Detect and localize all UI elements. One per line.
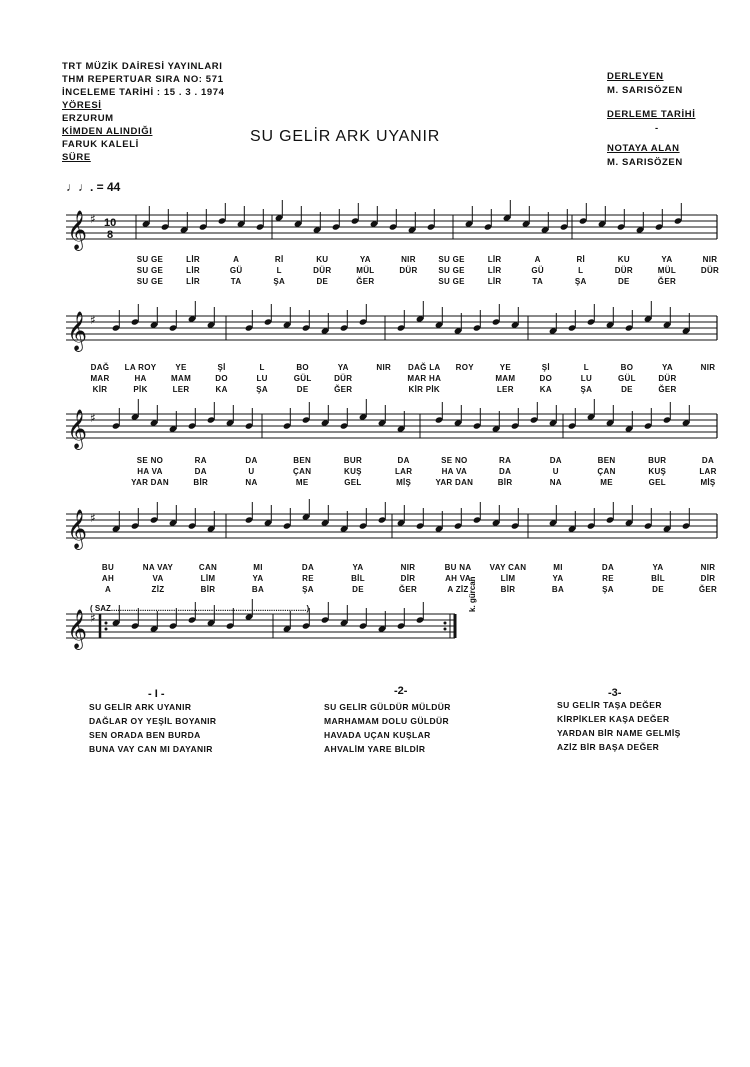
lyric-syllable: A bbox=[534, 255, 541, 264]
lyric-syllable: HA VA bbox=[441, 467, 468, 476]
verse-line: SU GELİR GÜLDÜR MÜLDÜR bbox=[324, 702, 451, 712]
lyric-syllable: A ZİZ bbox=[447, 585, 469, 594]
lyric-syllable: LER bbox=[496, 385, 514, 394]
lyric-syllable: YA bbox=[652, 563, 664, 572]
lyric-syllable: MAM bbox=[495, 374, 516, 383]
lyric-syllable: ŞA bbox=[256, 385, 268, 394]
lyric-syllable: Rİ bbox=[576, 255, 586, 264]
lyric-syllable: DÜR bbox=[700, 266, 720, 275]
treble-clef-icon: 𝄞 bbox=[67, 509, 88, 549]
lyric-syllable: LU bbox=[580, 374, 593, 383]
lyric-syllable: BA bbox=[551, 585, 565, 594]
treble-clef-icon: 𝄞 bbox=[67, 609, 88, 649]
lyric-syllable: GÜL bbox=[618, 374, 636, 383]
lyric-syllable: LİR bbox=[186, 255, 200, 264]
lyric-syllable: YA bbox=[337, 363, 349, 372]
lyric-syllable: MAM bbox=[171, 374, 192, 383]
lyric-syllable: SU GE bbox=[136, 277, 164, 286]
lyric-syllable: ĞER bbox=[356, 277, 375, 286]
lyric-syllable: YE bbox=[175, 363, 187, 372]
lyric-syllable: KA bbox=[539, 385, 552, 394]
lyric-syllable: LİR bbox=[186, 266, 200, 275]
lyric-syllable: DA bbox=[301, 563, 315, 572]
treble-clef-icon: 𝄞 bbox=[67, 409, 88, 449]
saz-label: ( SAZ........................................................................................) bbox=[90, 604, 310, 613]
lyric-syllable: ĞER bbox=[658, 385, 677, 394]
lyric-syllable: BİR bbox=[200, 585, 216, 594]
lyric-syllable: DÜR bbox=[614, 266, 633, 275]
verse-number: -3- bbox=[608, 687, 622, 699]
lyric-syllable: DİR bbox=[400, 574, 416, 583]
lyric-syllable: BU bbox=[101, 563, 115, 572]
lyric-syllable: YE bbox=[499, 363, 511, 372]
lyric-syllable: NA bbox=[245, 478, 258, 487]
lyric-syllable: RE bbox=[302, 574, 314, 583]
lyric-syllable: KİR bbox=[92, 385, 108, 394]
lyric-syllable: MÜL bbox=[657, 266, 677, 275]
lyric-syllable: ŞA bbox=[602, 585, 614, 594]
lyric-syllable: L bbox=[276, 266, 282, 275]
verse-line: DAĞLAR OY YEŞİL BOYANIR bbox=[89, 716, 217, 726]
lyric-syllable: BO bbox=[620, 363, 634, 372]
compiler-value: M. SARISÖZEN bbox=[607, 85, 683, 96]
song-title: SU GELİR ARK UYANIR bbox=[250, 128, 441, 145]
compile-date-value: - bbox=[655, 123, 659, 134]
tempo-marking: ♩♩. = 44 bbox=[66, 180, 121, 194]
lyric-syllable: RA bbox=[194, 456, 207, 465]
verse-line: SEN ORADA BEN BURDA bbox=[89, 730, 201, 740]
lyric-syllable: ÇAN bbox=[293, 467, 312, 476]
lyric-syllable: NIR bbox=[376, 363, 392, 372]
lyric-syllable: Şİ bbox=[217, 363, 226, 372]
region-label: YÖRESİ bbox=[62, 100, 102, 111]
lyric-syllable: BİL bbox=[651, 574, 665, 583]
lyric-syllable: KUŞ bbox=[344, 467, 362, 476]
lyric-syllable: BUR bbox=[648, 456, 667, 465]
lyric-syllable: BA bbox=[251, 585, 265, 594]
lyric-syllable: TA bbox=[532, 277, 544, 286]
lyric-syllable: AH bbox=[101, 574, 115, 583]
lyric-syllable: BUR bbox=[343, 456, 363, 465]
lyric-syllable: A bbox=[104, 585, 112, 594]
lyric-syllable: BEN bbox=[293, 456, 312, 465]
lyric-syllable: ME bbox=[600, 478, 613, 487]
verse-line: AZİZ BİR BAŞA DEĞER bbox=[557, 742, 660, 752]
repertoire-number: THM REPERTUAR SIRA NO: 571 bbox=[62, 74, 224, 85]
lyric-syllable: ŞA bbox=[574, 277, 587, 286]
lyric-syllable: AH VA bbox=[445, 574, 471, 583]
lyric-syllable: DAĞ bbox=[90, 363, 110, 372]
repeat-dot bbox=[444, 622, 447, 625]
lyric-syllable: YAR DAN bbox=[435, 478, 474, 487]
lyric-syllable: DA bbox=[245, 456, 258, 465]
verse-line: HAVADA UÇAN KUŞLAR bbox=[324, 730, 431, 740]
lyric-syllable: DO bbox=[215, 374, 228, 383]
lyric-syllable: GEL bbox=[648, 478, 666, 487]
lyric-syllable: BİR bbox=[193, 478, 209, 487]
region-value: ERZURUM bbox=[62, 113, 114, 124]
lyric-syllable: LAR bbox=[394, 467, 413, 476]
repeat-dot bbox=[444, 628, 447, 631]
lyric-syllable: MI bbox=[253, 563, 263, 572]
lyric-syllable: ŞA bbox=[302, 585, 314, 594]
lyric-syllable: MÜL bbox=[356, 266, 375, 275]
verse-line: SU GELİR ARK UYANIR bbox=[89, 702, 192, 712]
lyric-syllable: YA bbox=[661, 255, 673, 264]
lyric-syllable: MAR HA bbox=[407, 374, 442, 383]
lyric-syllable: SE NO bbox=[441, 456, 468, 465]
lyric-syllable: RA bbox=[499, 456, 512, 465]
lyric-syllable: KU bbox=[316, 255, 329, 264]
lyric-syllable: MİŞ bbox=[396, 478, 412, 487]
lyric-syllable: NIR bbox=[702, 255, 718, 264]
lyric-syllable: DÜR bbox=[334, 374, 353, 383]
lyric-syllable: VAY CAN bbox=[489, 563, 527, 572]
lyric-syllable: GEL bbox=[344, 478, 362, 487]
verse-line: AHVALİM YARE BİLDİR bbox=[324, 744, 426, 754]
lyric-syllable: ĞER bbox=[657, 277, 677, 286]
lyric-syllable: SU GE bbox=[136, 255, 164, 264]
lyric-syllable: ĞER bbox=[398, 585, 418, 594]
verse-line: KİRPİKLER KAŞA DEĞER bbox=[557, 714, 670, 724]
lyric-syllable: DA bbox=[499, 467, 512, 476]
lyric-syllable: LER bbox=[172, 385, 190, 394]
lyric-syllable: ŞA bbox=[273, 277, 286, 286]
lyric-syllable: GÜ bbox=[531, 266, 544, 275]
time-signature-top: 10 bbox=[104, 217, 117, 229]
lyric-syllable: BEN bbox=[597, 456, 616, 465]
lyric-syllable: ĞER bbox=[698, 585, 718, 594]
treble-clef-icon: 𝄞 bbox=[67, 210, 88, 250]
lyric-syllable: YA bbox=[252, 574, 264, 583]
lyric-syllable: LİM bbox=[500, 574, 516, 583]
lyric-syllable: KA bbox=[215, 385, 228, 394]
time-signature-bottom: 8 bbox=[107, 229, 114, 241]
verse-line: SU GELİR TAŞA DEĞER bbox=[557, 700, 662, 710]
publisher-line: TRT MÜZİK DAİRESİ YAYINLARI bbox=[62, 61, 223, 72]
lyric-syllable: MİŞ bbox=[700, 478, 716, 487]
lyric-syllable: GÜL bbox=[293, 374, 312, 383]
lyric-syllable: YA bbox=[661, 363, 673, 372]
lyric-syllable: DE bbox=[316, 277, 329, 286]
lyric-syllable: NIR bbox=[700, 563, 716, 572]
source-value: FARUK KALELİ bbox=[62, 139, 139, 150]
lyric-syllable: KUŞ bbox=[648, 467, 667, 476]
lyric-syllable: U bbox=[248, 467, 255, 476]
lyric-syllable: HA bbox=[134, 374, 147, 383]
sharp-icon: ♯ bbox=[90, 511, 96, 525]
lyric-syllable: PİK bbox=[133, 385, 148, 394]
lyric-syllable: LİR bbox=[487, 266, 502, 275]
lyric-syllable: SU GE bbox=[136, 266, 164, 275]
sharp-icon: ♯ bbox=[90, 611, 96, 625]
lyric-syllable: BİR bbox=[500, 585, 516, 594]
lyric-syllable: HA VA bbox=[137, 467, 163, 476]
repeat-dot bbox=[105, 628, 108, 631]
lyric-syllable: DÜR bbox=[399, 266, 418, 275]
treble-clef-icon: 𝄞 bbox=[67, 311, 88, 351]
lyric-syllable: NA bbox=[549, 478, 562, 487]
lyric-syllable: SU GE bbox=[438, 277, 465, 286]
lyric-syllable: L bbox=[259, 363, 265, 372]
lyric-syllable: KİR PİK bbox=[408, 385, 440, 394]
lyric-syllable: DÜR bbox=[313, 266, 332, 275]
arranger-signature: k. gürcan bbox=[468, 576, 477, 612]
lyric-syllable: DA bbox=[549, 456, 562, 465]
lyric-syllable: A bbox=[233, 255, 240, 264]
verse-line: YARDAN BİR NAME GELMİŞ bbox=[557, 728, 681, 738]
lyric-syllable: ÇAN bbox=[597, 467, 616, 476]
lyric-syllable: DA bbox=[397, 456, 410, 465]
lyric-syllable: DÜR bbox=[658, 374, 677, 383]
lyric-syllable: ROY bbox=[455, 363, 474, 372]
lyric-syllable: YA bbox=[352, 563, 364, 572]
lyric-syllable: U bbox=[552, 467, 559, 476]
transcriber-value: M. SARISÖZEN bbox=[607, 157, 683, 168]
lyric-syllable: NIR bbox=[400, 563, 416, 572]
sharp-icon: ♯ bbox=[90, 313, 96, 327]
lyric-syllable: DA bbox=[194, 467, 207, 476]
lyric-syllable: YA bbox=[552, 574, 564, 583]
compile-date-label: DERLEME TARİHİ bbox=[607, 109, 696, 120]
sharp-icon: ♯ bbox=[90, 212, 96, 226]
verse-number: -2- bbox=[394, 685, 408, 697]
lyric-syllable: DİR bbox=[700, 574, 716, 583]
lyric-syllable: DA bbox=[601, 563, 615, 572]
lyric-syllable: L bbox=[583, 363, 589, 372]
lyric-syllable: L bbox=[578, 266, 584, 275]
lyric-syllable: YA bbox=[359, 255, 371, 264]
lyric-syllable: RE bbox=[602, 574, 614, 583]
lyric-syllable: ZİZ bbox=[151, 585, 165, 594]
duration-label: SÜRE bbox=[62, 152, 91, 163]
lyric-syllable: DAĞ LA bbox=[408, 363, 441, 372]
lyric-syllable: BİR bbox=[497, 478, 513, 487]
lyric-syllable: Şİ bbox=[541, 363, 550, 372]
verse-line: MARHAMAM DOLU GÜLDÜR bbox=[324, 716, 450, 726]
source-label: KİMDEN ALINDIĞI bbox=[62, 126, 153, 137]
lyric-syllable: DE bbox=[296, 385, 309, 394]
lyric-syllable: DO bbox=[539, 374, 553, 383]
lyric-syllable: ME bbox=[295, 478, 309, 487]
review-date: İNCELEME TARİHİ : 15 . 3 . 1974 bbox=[62, 87, 225, 98]
lyric-syllable: SE NO bbox=[136, 456, 164, 465]
transcriber-label: NOTAYA ALAN bbox=[607, 143, 680, 154]
lyric-syllable: ĞER bbox=[334, 385, 353, 394]
lyric-syllable: KU bbox=[617, 255, 630, 264]
lyric-syllable: DE bbox=[652, 585, 664, 594]
lyric-syllable: VA bbox=[152, 574, 164, 583]
lyric-syllable: DE bbox=[617, 277, 630, 286]
lyric-syllable: NA VAY bbox=[142, 563, 174, 572]
lyric-syllable: BİL bbox=[351, 574, 365, 583]
lyric-syllable: LİM bbox=[200, 574, 216, 583]
lyric-syllable: NIR bbox=[401, 255, 416, 264]
lyric-syllable: DA bbox=[701, 456, 715, 465]
lyric-syllable: LİR bbox=[487, 255, 502, 264]
compiler-label: DERLEYEN bbox=[607, 71, 664, 82]
lyric-syllable: DE bbox=[352, 585, 364, 594]
lyric-syllable: LİR bbox=[487, 277, 502, 286]
lyric-syllable: LU bbox=[256, 374, 268, 383]
sharp-icon: ♯ bbox=[90, 411, 96, 425]
lyric-syllable: TA bbox=[230, 277, 242, 286]
lyric-syllable: YAR DAN bbox=[131, 478, 169, 487]
lyric-syllable: MI bbox=[553, 563, 563, 572]
lyric-syllable: SU GE bbox=[438, 255, 465, 264]
lyric-syllable: DE bbox=[621, 385, 633, 394]
repeat-dot bbox=[105, 622, 108, 625]
lyric-syllable: LAR bbox=[699, 467, 717, 476]
lyric-syllable: Rİ bbox=[274, 255, 284, 264]
lyric-syllable: LA ROY bbox=[124, 363, 157, 372]
lyric-syllable: MAR bbox=[90, 374, 110, 383]
verse-number: - I - bbox=[148, 688, 165, 700]
lyric-syllable: BU NA bbox=[444, 563, 472, 572]
lyric-syllable: CAN bbox=[198, 563, 218, 572]
lyric-syllable: LİR bbox=[186, 277, 200, 286]
lyric-syllable: NIR bbox=[700, 363, 716, 372]
verse-line: BUNA VAY CAN MI DAYANIR bbox=[89, 744, 213, 754]
lyric-syllable: GÜ bbox=[229, 266, 243, 275]
lyric-syllable: SU GE bbox=[438, 266, 465, 275]
lyric-syllable: ŞA bbox=[580, 385, 593, 394]
lyric-syllable: BO bbox=[296, 363, 309, 372]
